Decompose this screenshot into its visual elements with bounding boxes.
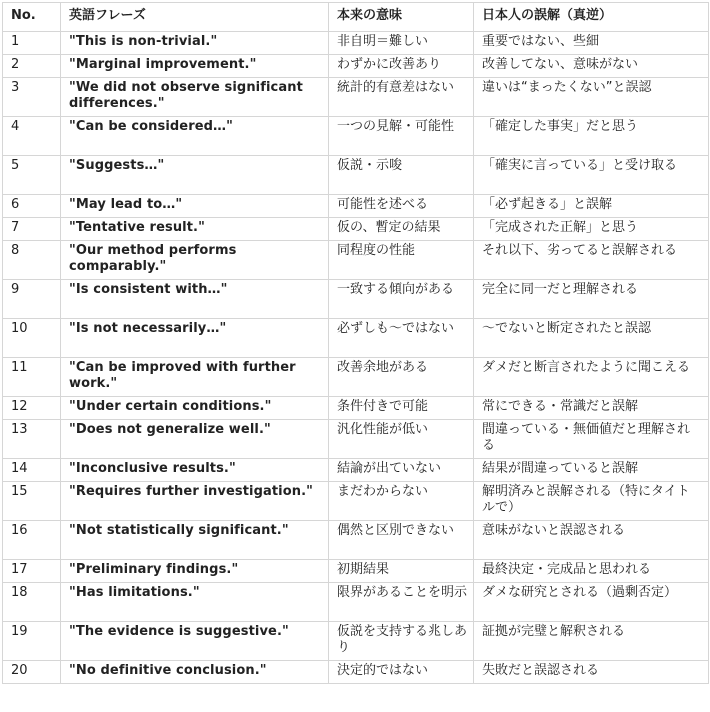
row-misread: それ以下、劣ってると誤解される bbox=[474, 241, 709, 280]
row-phrase: "Under certain conditions." bbox=[61, 397, 329, 420]
row-meaning: 同程度の性能 bbox=[329, 241, 474, 280]
row-no: 19 bbox=[3, 622, 61, 661]
row-meaning: 条件付きで可能 bbox=[329, 397, 474, 420]
row-phrase: "This is non-trivial." bbox=[61, 32, 329, 55]
row-no: 11 bbox=[3, 358, 61, 397]
row-misread: 違いは“まったくない”と誤認 bbox=[474, 78, 709, 117]
row-meaning: 偶然と区別できない bbox=[329, 521, 474, 560]
table-row bbox=[3, 358, 709, 397]
row-misread: 証拠が完璧と解釈される bbox=[474, 622, 709, 661]
row-no: 9 bbox=[3, 280, 61, 319]
row-no: 17 bbox=[3, 560, 61, 583]
row-meaning: 決定的ではない bbox=[329, 661, 474, 684]
row-meaning: わずかに改善あり bbox=[329, 55, 474, 78]
header-misread: 日本人の誤解（真逆） bbox=[474, 3, 709, 32]
row-no: 10 bbox=[3, 319, 61, 358]
row-meaning: 初期結果 bbox=[329, 560, 474, 583]
table-row bbox=[3, 156, 709, 195]
row-phrase: "Not statistically significant." bbox=[61, 521, 329, 560]
row-phrase: "May lead to…" bbox=[61, 195, 329, 218]
table-row bbox=[3, 32, 709, 55]
table-row bbox=[3, 117, 709, 156]
table-row bbox=[3, 78, 709, 117]
table-row bbox=[3, 241, 709, 280]
row-no: 14 bbox=[3, 459, 61, 482]
row-misread: 「完成された正解」と思う bbox=[474, 218, 709, 241]
table-row bbox=[3, 482, 709, 521]
table-row bbox=[3, 319, 709, 358]
row-phrase: "Can be improved with further work." bbox=[61, 358, 329, 397]
row-misread: ダメな研究とされる（過剰否定） bbox=[474, 583, 709, 622]
row-misread: 重要ではない、些細 bbox=[474, 32, 709, 55]
table-row bbox=[3, 459, 709, 482]
row-meaning: 一つの見解・可能性 bbox=[329, 117, 474, 156]
row-meaning: 可能性を述べる bbox=[329, 195, 474, 218]
row-meaning: 限界があることを明示 bbox=[329, 583, 474, 622]
row-no: 3 bbox=[3, 78, 61, 117]
row-no: 15 bbox=[3, 482, 61, 521]
header-row bbox=[3, 3, 709, 32]
row-phrase: "Suggests…" bbox=[61, 156, 329, 195]
row-no: 18 bbox=[3, 583, 61, 622]
table-row bbox=[3, 661, 709, 684]
row-meaning: 非自明＝難しい bbox=[329, 32, 474, 55]
row-meaning: 必ずしも〜ではない bbox=[329, 319, 474, 358]
row-misread: 間違っている・無価値だと理解される bbox=[474, 420, 709, 459]
row-meaning: 汎化性能が低い bbox=[329, 420, 474, 459]
row-misread: 解明済みと誤解される（特にタイトルで） bbox=[474, 482, 709, 521]
row-misread: 結果が間違っていると誤解 bbox=[474, 459, 709, 482]
row-phrase: "Preliminary findings." bbox=[61, 560, 329, 583]
table-row bbox=[3, 583, 709, 622]
row-no: 16 bbox=[3, 521, 61, 560]
row-meaning: 仮説を支持する兆しあり bbox=[329, 622, 474, 661]
row-meaning: 仮の、暫定の結果 bbox=[329, 218, 474, 241]
row-no: 12 bbox=[3, 397, 61, 420]
row-misread: 常にできる・常識だと誤解 bbox=[474, 397, 709, 420]
row-no: 7 bbox=[3, 218, 61, 241]
row-misread: 意味がないと誤認される bbox=[474, 521, 709, 560]
row-meaning: まだわからない bbox=[329, 482, 474, 521]
row-phrase: "Can be considered…" bbox=[61, 117, 329, 156]
table-row bbox=[3, 622, 709, 661]
header-no: No. bbox=[3, 3, 61, 32]
row-misread: 「確定した事実」だと思う bbox=[474, 117, 709, 156]
row-meaning: 一致する傾向がある bbox=[329, 280, 474, 319]
row-phrase: "Does not generalize well." bbox=[61, 420, 329, 459]
row-misread: 完全に同一だと理解される bbox=[474, 280, 709, 319]
row-no: 13 bbox=[3, 420, 61, 459]
row-phrase: "Tentative result." bbox=[61, 218, 329, 241]
row-meaning: 結論が出ていない bbox=[329, 459, 474, 482]
phrase-table bbox=[2, 2, 709, 684]
row-phrase: "Our method performs comparably." bbox=[61, 241, 329, 280]
table-row bbox=[3, 280, 709, 319]
row-misread: 「必ず起きる」と誤解 bbox=[474, 195, 709, 218]
row-no: 5 bbox=[3, 156, 61, 195]
row-misread: 〜でないと断定されたと誤認 bbox=[474, 319, 709, 358]
row-phrase: "Requires further investigation." bbox=[61, 482, 329, 521]
row-misread: 改善してない、意味がない bbox=[474, 55, 709, 78]
row-phrase: "The evidence is suggestive." bbox=[61, 622, 329, 661]
row-misread: ダメだと断言されたように聞こえる bbox=[474, 358, 709, 397]
row-misread: 「確実に言っている」と受け取る bbox=[474, 156, 709, 195]
row-no: 20 bbox=[3, 661, 61, 684]
table-row bbox=[3, 397, 709, 420]
table-row bbox=[3, 195, 709, 218]
table-row bbox=[3, 55, 709, 78]
row-phrase: "Marginal improvement." bbox=[61, 55, 329, 78]
row-phrase: "Is not necessarily…" bbox=[61, 319, 329, 358]
row-phrase: "Has limitations." bbox=[61, 583, 329, 622]
row-no: 2 bbox=[3, 55, 61, 78]
row-meaning: 改善余地がある bbox=[329, 358, 474, 397]
header-meaning: 本来の意味 bbox=[329, 3, 474, 32]
row-phrase: "No definitive conclusion." bbox=[61, 661, 329, 684]
table-row bbox=[3, 560, 709, 583]
row-no: 4 bbox=[3, 117, 61, 156]
table-row bbox=[3, 521, 709, 560]
row-no: 8 bbox=[3, 241, 61, 280]
row-phrase: "Is consistent with…" bbox=[61, 280, 329, 319]
table-row bbox=[3, 218, 709, 241]
row-misread: 最終決定・完成品と思われる bbox=[474, 560, 709, 583]
row-no: 1 bbox=[3, 32, 61, 55]
row-phrase: "Inconclusive results." bbox=[61, 459, 329, 482]
row-misread: 失敗だと誤認される bbox=[474, 661, 709, 684]
header-phrase: 英語フレーズ bbox=[61, 3, 329, 32]
row-meaning: 統計的有意差はない bbox=[329, 78, 474, 117]
row-meaning: 仮説・示唆 bbox=[329, 156, 474, 195]
row-phrase: "We did not observe significant differences." bbox=[61, 78, 329, 117]
row-no: 6 bbox=[3, 195, 61, 218]
table-row bbox=[3, 420, 709, 459]
